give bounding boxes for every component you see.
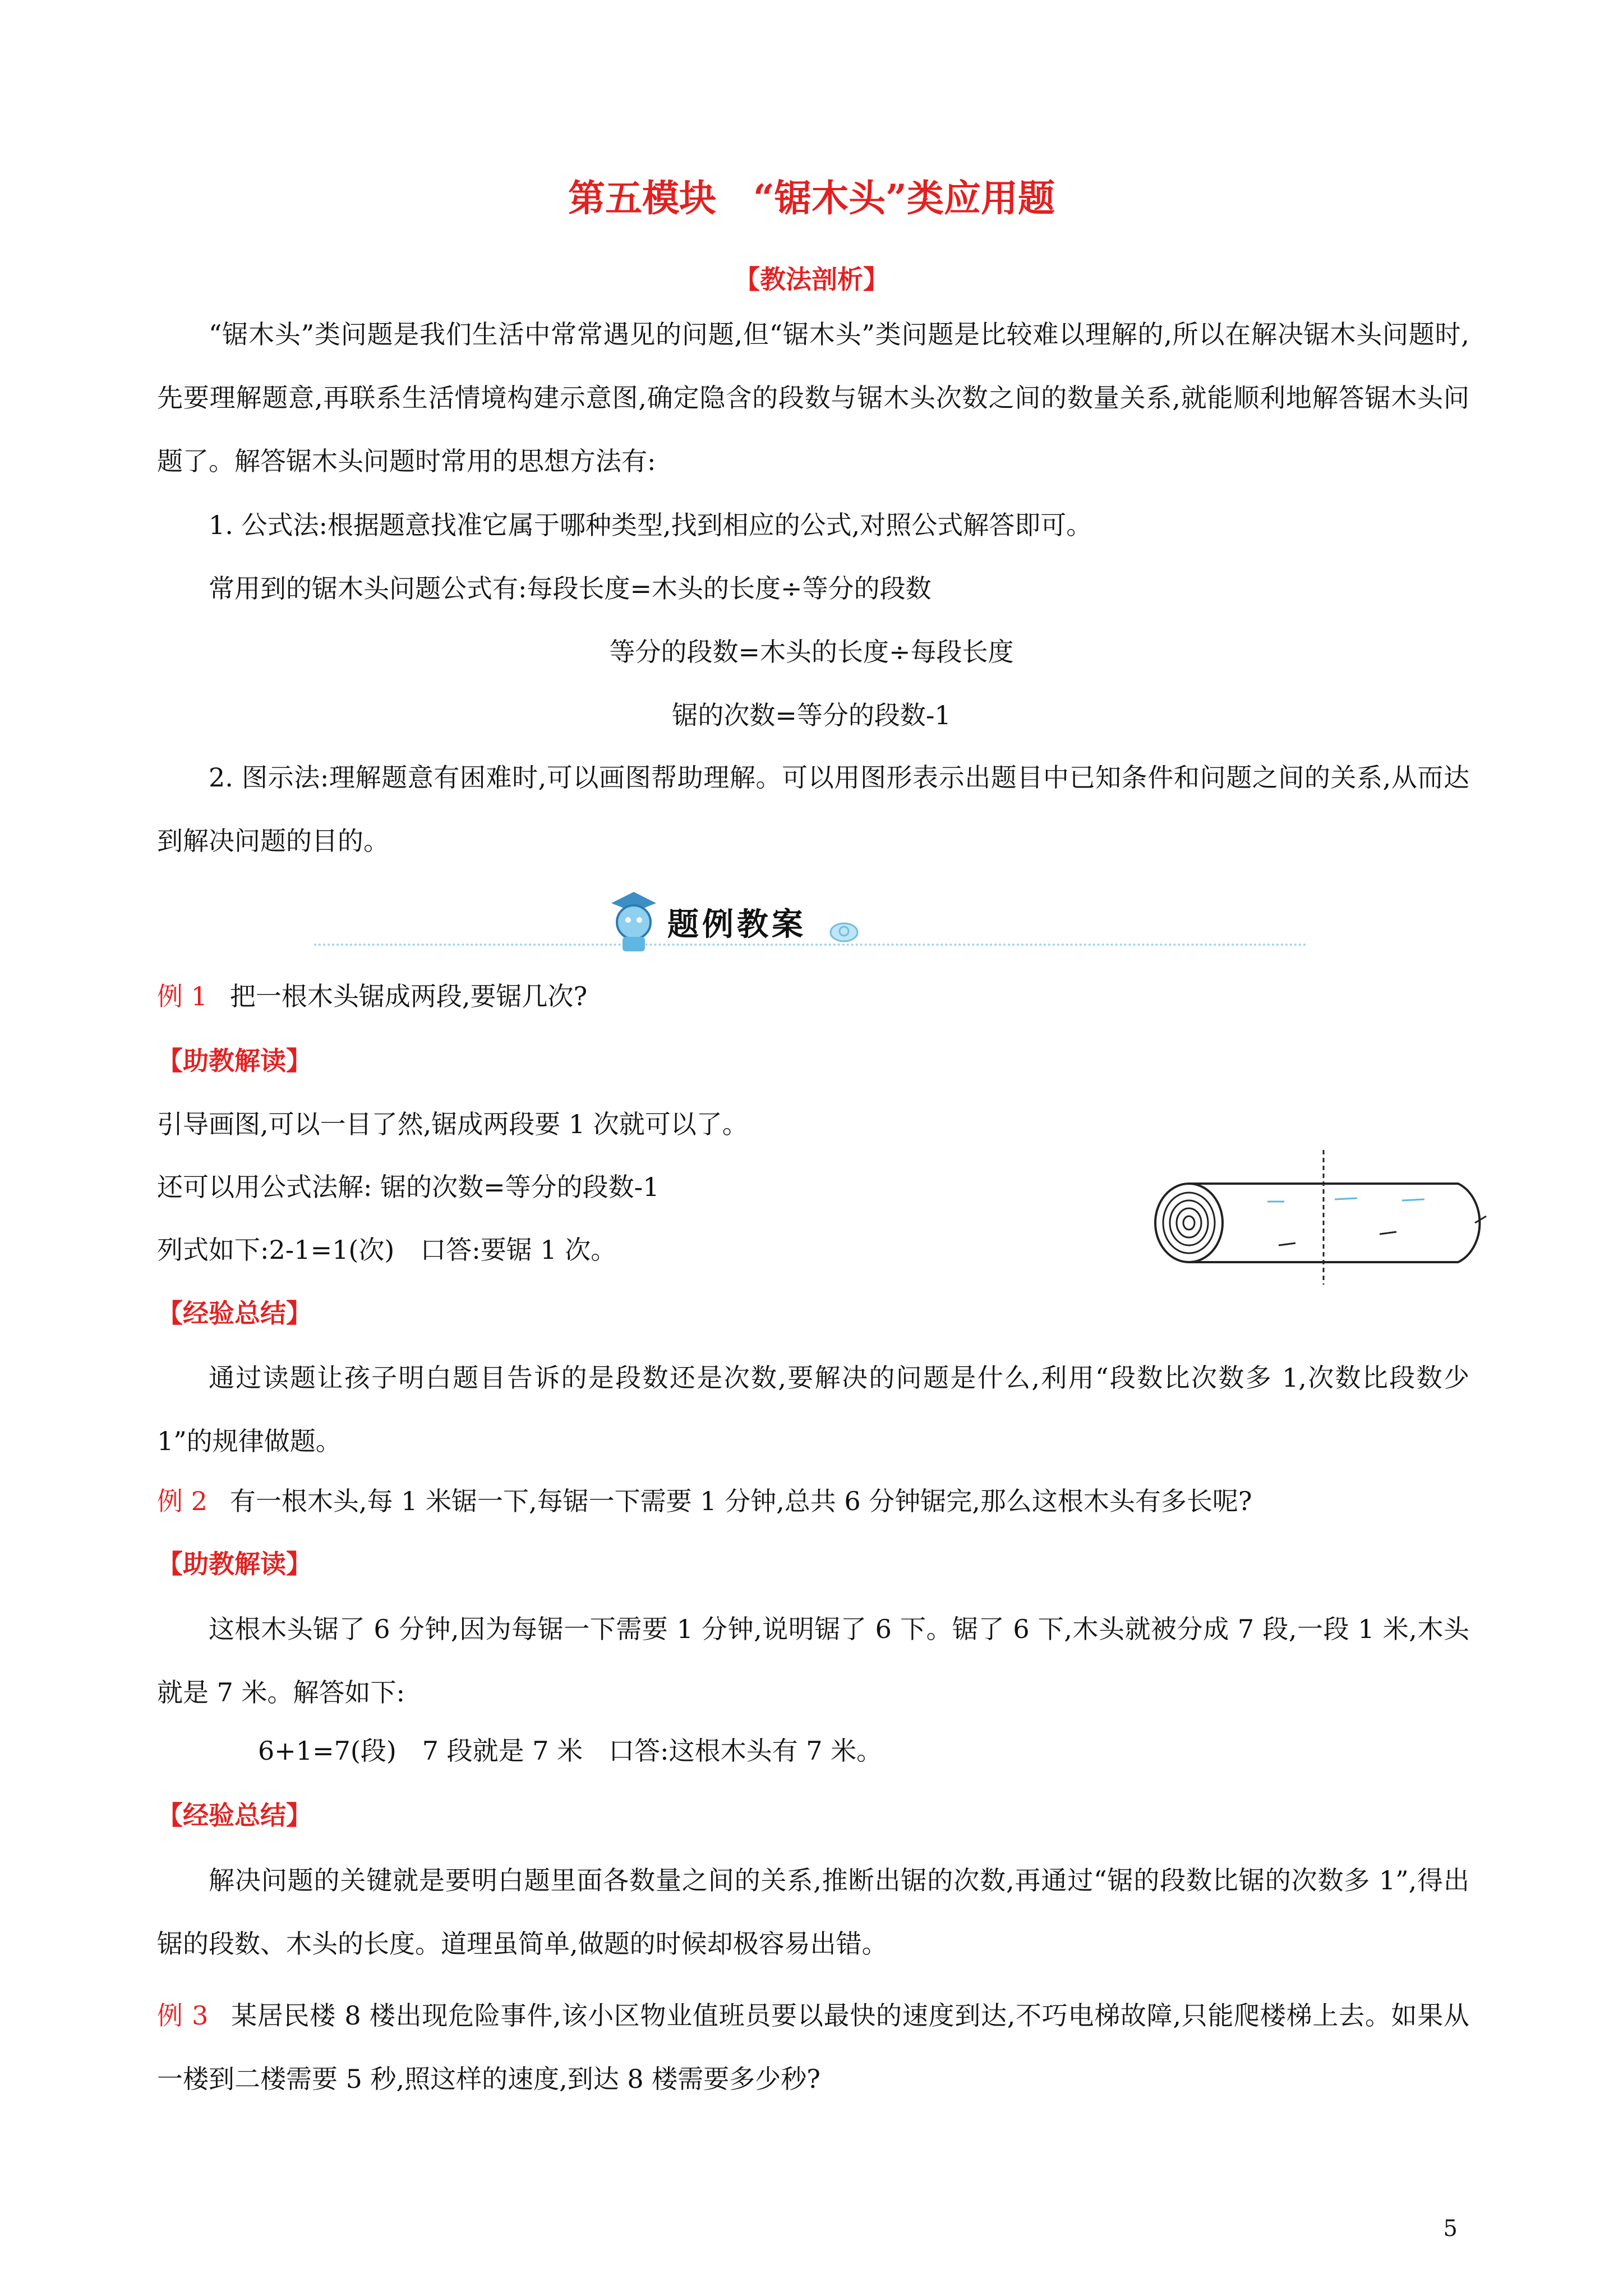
teaching-heading: 【教法剖析】	[734, 264, 889, 295]
example1-summary-heading: 【经验总结】	[157, 1298, 312, 1328]
example2-summary: 解决问题的关键就是要明白题里面各数量之间的关系,推断出锯的次数,再通过“锯的段数比锯的次数多 1”,得出锯的段数、木头的长度。道理虽简单,做题的时候却极容易出错。	[157, 1865, 1469, 1959]
example1-label: 例 1	[157, 981, 208, 1011]
formula-segments: 等分的段数=木头的长度÷每段长度	[609, 637, 1014, 667]
example1-question: 把一根木头锯成两段,要锯几次?	[229, 981, 588, 1011]
example2-help-heading: 【助教解读】	[157, 1549, 312, 1579]
formula-intro: 常用到的锯木头问题公式有:每段长度=木头的长度÷等分的段数	[209, 573, 932, 604]
example3	[157, 1984, 1469, 2111]
example-banner	[314, 887, 1307, 960]
example1-formula: 还可以用公式法解: 锯的次数=等分的段数-1	[157, 1172, 660, 1202]
mascot-icon	[606, 887, 662, 955]
banner-title: 题例教案	[667, 906, 806, 943]
example3-question: 某居民楼 8 楼出现危险事件,该小区物业值班员要以最快的速度到达,不巧电梯故障,只能爬楼梯上去。如果从一楼到二楼需要 5 秒,照这样的速度,到达 8 楼需要多少秒?	[157, 2000, 1469, 2094]
example3-label: 例 3	[157, 2000, 209, 2031]
example2-calc: 6+1=7(段) 7 段就是 7 米 口答:这根木头有 7 米。	[258, 1736, 883, 1766]
intro-paragraph: “锯木头”类问题是我们生活中常常遇见的问题,但“锯木头”类问题是比较难以理解的,所以在解决锯木头问题时,先要理解题意,再联系生活情境构建示意图,确定隐含的段数与锯木头次数之间的数量关系,就能顺利地解答锯木头问题了。解答锯木头问题时常用的思想方法有:	[157, 319, 1469, 476]
snail-icon	[827, 915, 861, 944]
example2-summary-heading: 【经验总结】	[157, 1800, 312, 1830]
page-number: 5	[1443, 2216, 1458, 2242]
example1	[157, 976, 587, 1013]
example2-label: 例 2	[157, 1486, 208, 1516]
example2	[157, 1481, 1252, 1518]
example1-explain: 引导画图,可以一目了然,锯成两段要 1 次就可以了。	[157, 1109, 748, 1139]
example1-summary: 通过读题让孩子明白题目告诉的是段数还是次数,要解决的问题是什么,利用“段数比次数多 1,次数比段数少 1”的规律做题。	[157, 1363, 1469, 1456]
method-formula: 1. 公式法:根据题意找准它属于哪种类型,找到相应的公式,对照公式解答即可。	[209, 510, 1092, 540]
method-diagram: 2. 图示法:理解题意有困难时,可以画图帮助理解。可以用图形表示出题目中已知条件和问题之间的关系,从而达到解决问题的目的。	[157, 762, 1469, 856]
example1-help-heading: 【助教解读】	[157, 1046, 312, 1076]
example2-explain: 这根木头锯了 6 分钟,因为每锯一下需要 1 分钟,说明锯了 6 下。锯了 6 下,木头就被分成 7 段,一段 1 米,木头就是 7 米。解答如下:	[157, 1614, 1469, 1708]
banner-divider	[314, 944, 1307, 946]
example1-calc: 列式如下:2-1=1(次) 口答:要锯 1 次。	[157, 1235, 617, 1265]
log-illustration	[1144, 1150, 1503, 1285]
example2-question: 有一根木头,每 1 米锯一下,每锯一下需要 1 分钟,总共 6 分钟锯完,那么这根木头有多长呢?	[229, 1486, 1252, 1516]
formula-cuts: 锯的次数=等分的段数-1	[672, 700, 951, 730]
page-title: 第五模块 “锯木头”类应用题	[568, 176, 1055, 220]
